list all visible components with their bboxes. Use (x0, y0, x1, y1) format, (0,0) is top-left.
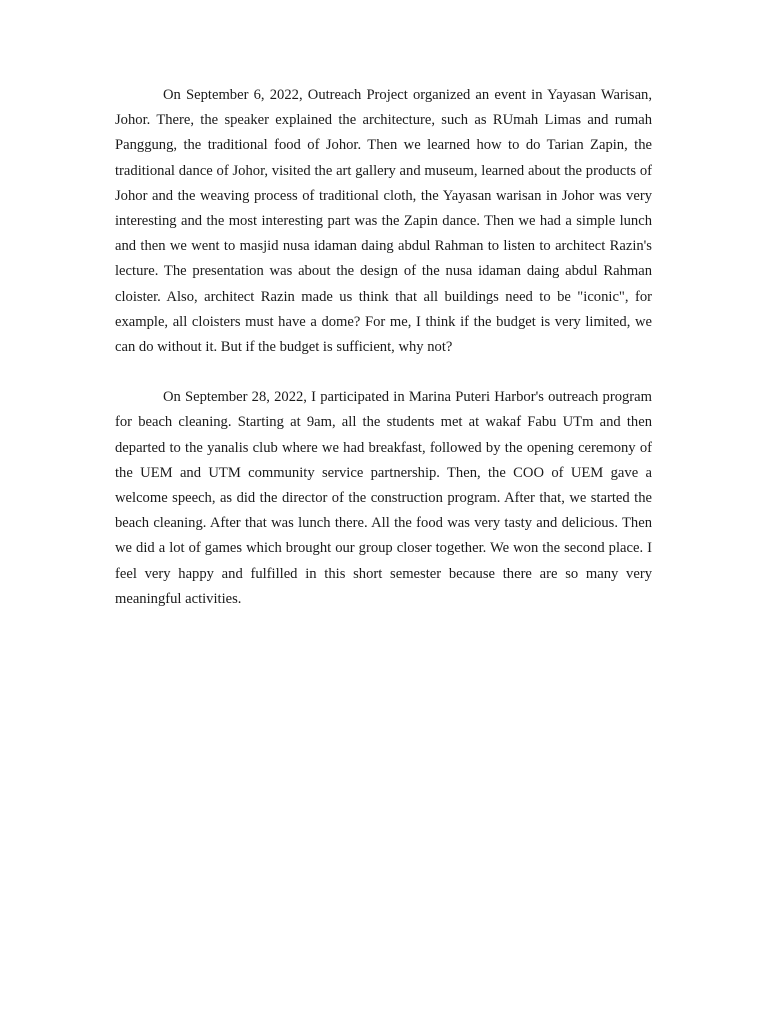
document-body (115, 83, 652, 612)
paragraph-beach-cleaning: On September 28, 2022, I participated in Marina Puteri Harbor's outreach program for beach cleaning. Starting at 9am, all the students met at wakaf Fabu UTm and then departed to the yanalis club where we had breakfast, followed by the opening ceremony of the UEM and UTM community service partnership. Then, the COO of UEM gave a welcome speech, as did the director of the construction program. After that, we started the beach cleaning. After that was lunch there. All the food was very tasty and delicious. Then we did a lot of games which brought our group closer together. We won the second place. I feel very happy and fulfilled in this short semester because there are so many very meaningful activities. (115, 389, 652, 607)
paragraph-outreach-yayasan-warisan: On September 6, 2022, Outreach Project organized an event in Yayasan Warisan, Johor. There, the speaker explained the architecture, such as RUmah Limas and rumah Panggung, the traditional food of Johor. Then we learned how to do Tarian Zapin, the traditional dance of Johor, visited the art gallery and museum, learned about the products of Johor and the weaving process of traditional cloth, the Yayasan warisan in Johor was very interesting and the most interesting part was the Zapin dance. Then we had a simple lunch and then we went to masjid nusa idaman daing abdul Rahman to listen to architect Razin's lecture. The presentation was about the design of the nusa idaman daing abdul Rahman cloister. Also, architect Razin made us think that all buildings need to be "iconic", for example, all cloisters must have a dome? For me, I think if the budget is very limited, we can do without it. But if the budget is sufficient, why not? (115, 87, 652, 356)
